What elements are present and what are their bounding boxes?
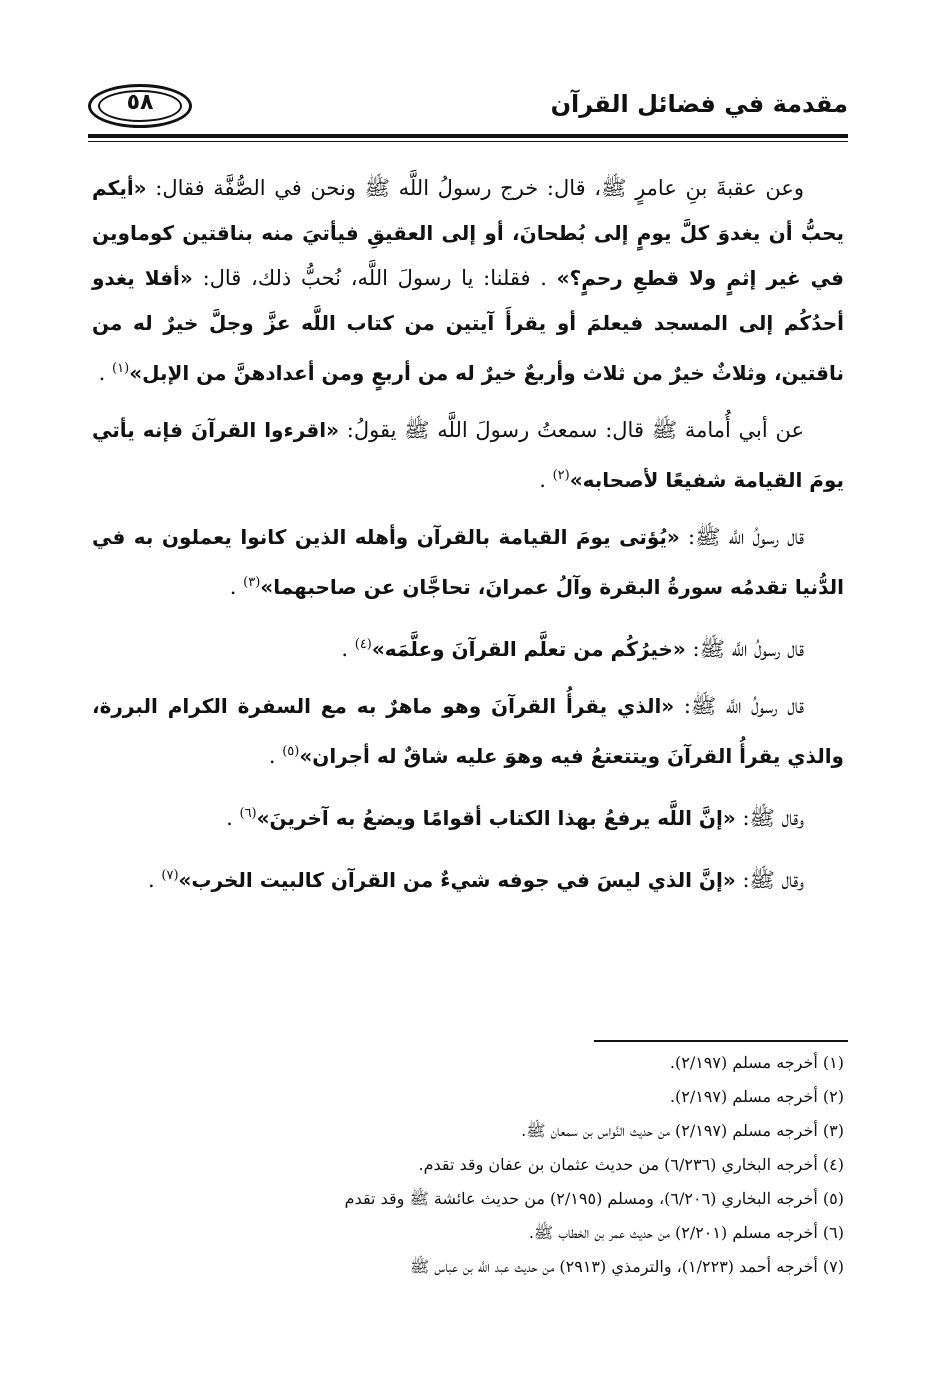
paragraph-intro: وقال ﷺ: <box>742 868 804 892</box>
paragraph-1 <box>92 166 844 396</box>
footnote-ref: (٧) <box>161 868 179 883</box>
hadith-quote: «خيرُكُم من تعلَّم القرآنَ وعلَّمَه» <box>371 637 686 661</box>
paragraph-end: . <box>341 637 349 661</box>
paragraph-3 <box>92 515 844 610</box>
paragraph-middle: . فقلنا: يا رسولَ اللَّه، نُحبُّ ذلك، قال: <box>202 266 547 290</box>
paragraph-end: . <box>229 575 237 599</box>
paragraph-4 <box>92 622 844 672</box>
hadith-quote: «إنَّ الذي ليسَ في جوفه شيءٌ من القرآن كالبيت الخرب» <box>178 868 736 892</box>
main-text <box>92 166 844 903</box>
paragraph-intro: قال رسولُ اللَّه ﷺ: <box>688 525 804 549</box>
paragraph-7 <box>92 853 844 903</box>
footnote-3: (٣) أخرجه مسلم (٢/١٩٧) من حديث النَّواس بن سمعان ﷺ. <box>521 1121 844 1140</box>
footnote-ref: (٦) <box>239 806 257 821</box>
footnote-5: (٥) أخرجه البخاري (٦/٢٠٦)، ومسلم (٢/١٩٥) من حديث عائشة ﷺ وقد تقدم <box>344 1189 844 1208</box>
hadith-quote: «الذي يقرأُ القرآنَ وهو ماهرٌ به مع السفرة الكرام البررة، والذي يقرأُ القرآنَ ويتتعتعُ فيه وهوَ عليه شاقٌ له أجران» <box>92 694 844 768</box>
paragraph-end: . <box>226 806 233 830</box>
footnote-6: (٦) أخرجه مسلم (٢/٢٠١) من حديث عمر بن الخطاب ﷺ. <box>528 1223 844 1242</box>
paragraph-end: . <box>268 744 276 768</box>
page-number-badge <box>88 84 196 130</box>
paragraph-end: . <box>539 468 546 492</box>
paragraph-intro: قال رسولُ اللَّه ﷺ: <box>692 637 804 661</box>
paragraph-2 <box>92 408 844 503</box>
paragraph-end: . <box>148 868 155 892</box>
paragraph-end: . <box>98 361 106 385</box>
footnotes <box>92 1046 844 1284</box>
hadith-quote: «إنَّ اللَّه يرفعُ بهذا الكتاب أقوامًا ويضعُ به آخرينَ» <box>256 806 736 830</box>
header-rule-thick <box>88 134 848 138</box>
paragraph-6 <box>92 791 844 841</box>
hadith-quote-2: «أفلا يغدو أحدُكُم إلى المسجد فيعلمَ أو يقرأَ آيتين من كتاب اللَّه عزَّ وجلَّ خيرٌ له من ناقتين، وثلاثٌ خيرٌ من ثلاث وأربعٌ خيرٌ له من أربعٍ ومن أعدادهنَّ من الإبل» <box>92 266 844 385</box>
footnote-ref: (٤) <box>354 637 372 652</box>
hadith-quote: «اقرءوا القرآنَ فإنه يأتي يومَ القيامة شفيعًا لأصحابه» <box>92 418 844 492</box>
footnote-separator <box>594 1040 848 1042</box>
footnote-ref: (٣) <box>243 575 261 590</box>
paragraph-intro: وعن عقبةَ بنِ عامرٍ ﷺ، قال: خرج رسولُ اللَّه ﷺ ونحن في الصُّفَّة فقال: <box>155 176 804 200</box>
hadith-quote: «أيكم يحبُّ أن يغدوَ كلَّ يومٍ إلى بُطحانَ، أو إلى العقيقِ فيأتيَ منه بناقتين كوماوين في غير إثمٍ ولا قطعِ رحمٍ؟» <box>92 176 844 290</box>
hadith-quote: «يُؤتى يومَ القيامة بالقرآن وأهله الذين كانوا يعملون به في الدُّنيا تقدمُه سورةُ البقرة وآلُ عمرانَ، تحاجَّان عن صاحبهما» <box>92 525 844 599</box>
header-rule-thin <box>88 141 848 142</box>
footnote-ref: (٢) <box>552 468 570 483</box>
footnote-ref: (٥) <box>282 744 300 759</box>
footnote-ref: (١) <box>112 361 130 376</box>
footnote-7: (٧) أخرجه أحمد (١/٢٢٣)، والترمذي (٢٩١٣) من حديث عبد اللَّه بن عباس ﷺ <box>410 1257 844 1276</box>
paragraph-5 <box>92 684 844 779</box>
running-title: مقدمة في فضائل القرآن <box>550 90 848 118</box>
footnote-4: (٤) أخرجه البخاري (٦/٢٣٦) من حديث عثمان بن عفان وقد تقدم. <box>418 1155 844 1174</box>
footnote-1: (١) أخرجه مسلم (٢/١٩٧). <box>669 1053 844 1072</box>
paragraph-intro: قال رسولُ اللَّه ﷺ: <box>683 694 804 718</box>
paragraph-intro: وقال ﷺ: <box>742 806 804 830</box>
footnote-2: (٢) أخرجه مسلم (٢/١٩٧). <box>669 1087 844 1106</box>
paragraph-intro: عن أبي أُمامة ﷺ قال: سمعتُ رسولَ اللَّه ﷺ يقولُ: <box>346 418 804 442</box>
page-number: ٥٨ <box>126 90 154 115</box>
